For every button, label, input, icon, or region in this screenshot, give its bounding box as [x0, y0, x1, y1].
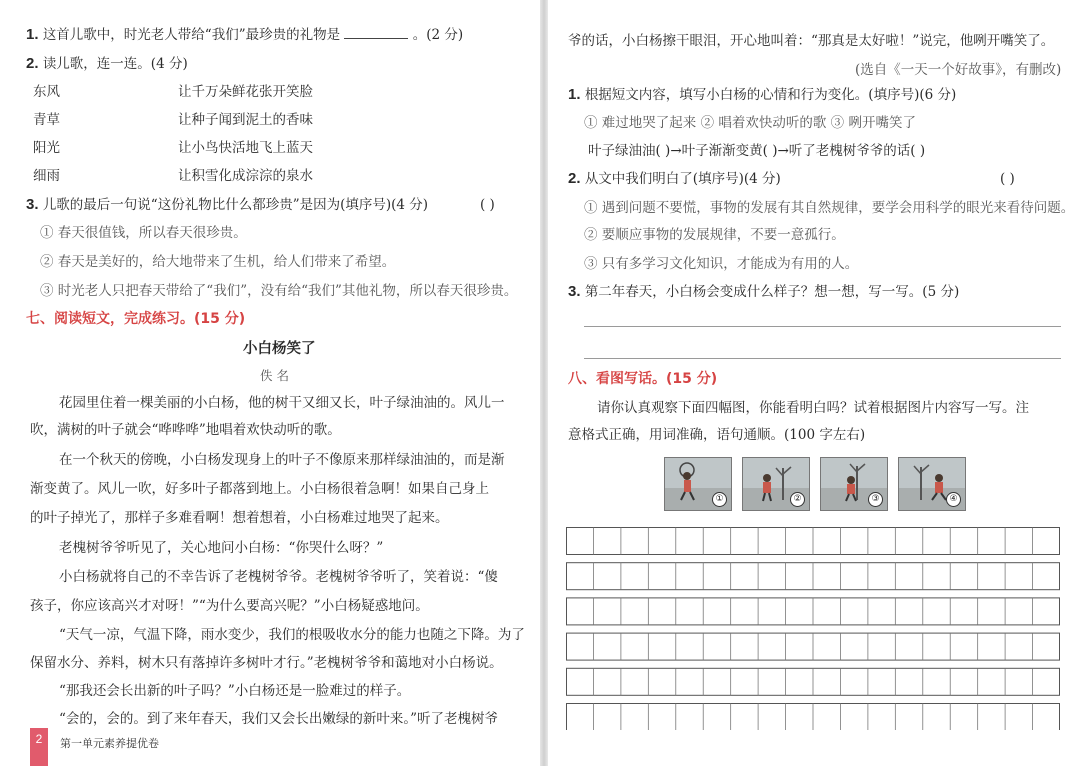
question-number: 2.	[568, 170, 581, 187]
question-number: 2.	[26, 55, 39, 72]
answer-paren[interactable]: ( )	[1000, 171, 1015, 187]
question-1	[568, 86, 956, 104]
option-item: ② 要顺应事物的发展规律，不要一意孤行。	[584, 227, 845, 243]
question-2	[568, 170, 781, 188]
match-right-item[interactable]: 让种子闻到泥土的香味	[178, 112, 313, 128]
story-author: 佚 名	[260, 368, 289, 383]
story-line: 小白杨就将自己的不幸告诉了老槐树爷爷。老槐树爷爷听了，笑着说：“傻	[59, 569, 498, 585]
question-3	[26, 196, 428, 214]
page-gutter	[540, 0, 548, 766]
section-heading: 八、看图写话。(15 分)	[568, 371, 718, 387]
writing-grid[interactable]	[566, 527, 1060, 730]
page-number: 2	[30, 728, 48, 766]
question-text: 根据短文内容，填写小白杨的心情和行为变化。(填序号)(6 分)	[584, 87, 957, 103]
question-1	[26, 26, 463, 44]
story-line: 渐变黄了。风儿一吹，好多叶子都落到地上。小白杨很着急啊！如果自己身上	[30, 481, 489, 497]
boy-by-tree-scene-icon	[742, 457, 810, 511]
question-3	[568, 283, 959, 301]
match-right-item[interactable]: 让积雪化成淙淙的泉水	[178, 168, 313, 184]
answer-blank[interactable]	[344, 26, 408, 39]
story-line: “会的，会的。到了来年春天，我们又会长出嫩绿的新叶来。”听了老槐树爷	[59, 711, 499, 727]
story-line: 吹，满树的叶子就会“哗哗哗”地唱着欢快动听的歌。	[30, 422, 341, 438]
answer-paren[interactable]: ( )	[480, 197, 495, 213]
question-text: 读儿歌，连一连。(4 分)	[42, 56, 188, 72]
section-heading: 七、阅读短文，完成练习。(15 分)	[26, 311, 246, 327]
story-line: 花园里住着一棵美丽的小白杨，他的树干又细又长，叶子绿油油的。风儿一	[59, 395, 505, 411]
match-left-item[interactable]: 细雨	[33, 168, 60, 184]
answer-line[interactable]	[584, 358, 1061, 359]
option-item: ② 春天是美好的，给大地带来了生机，给人们带来了希望。	[40, 254, 396, 270]
story-title: 小白杨笑了	[243, 341, 316, 357]
match-left-item[interactable]: 东风	[33, 84, 60, 100]
match-right-item[interactable]: 让千万朵鲜花张开笑脸	[178, 84, 313, 100]
boy-playing-near-tree-scene-icon	[820, 457, 888, 511]
boy-with-hoop-scene-icon	[664, 457, 732, 511]
story-line: 老槐树爷爷听见了，关心地问小白杨：“你哭什么呀？”	[59, 540, 384, 556]
option-item: ① 遇到问题不要慌，事物的发展有其自然规律，要学会用科学的眼光来看待问题。	[584, 200, 1075, 216]
instruction-line: 请你认真观察下面四幅图，你能看明白吗？试着根据图片内容写一写。注	[597, 400, 1029, 416]
question-number: 3.	[568, 283, 581, 300]
question-number: 3.	[26, 196, 39, 213]
match-right-item[interactable]: 让小鸟快活地飞上蓝天	[178, 140, 313, 156]
option-item: ③ 只有多学习文化知识，才能成为有用的人。	[584, 256, 859, 272]
story-line: “那我还会长出新的叶子吗？”小白杨还是一脸难过的样子。	[59, 683, 411, 699]
answer-chain[interactable]: 叶子绿油油( )→叶子渐渐变黄( )→听了老槐树爷爷的话( )	[588, 143, 926, 159]
question-number: 1.	[568, 86, 581, 103]
footer-title: 第一单元素养提优卷	[60, 737, 159, 750]
story-line: 在一个秋天的傍晚，小白杨发现身上的叶子不像原来那样绿油油的，而是渐	[59, 452, 505, 468]
boy-running-tree-scene-icon	[898, 457, 966, 511]
story-line: 孩子，你应该高兴才对呀！”“为什么要高兴呢？”小白杨疑惑地问。	[30, 598, 429, 614]
question-number: 1.	[26, 26, 39, 43]
option-item: ③ 时光老人只把春天带给了“我们”，没有给“我们”其他礼物，所以春天很珍贵。	[40, 283, 518, 299]
question-text: 从文中我们明白了(填序号)(4 分)	[584, 171, 781, 187]
picture-badge: ①	[712, 492, 727, 507]
question-text: 儿歌的最后一句说“这份礼物比什么都珍贵”是因为(填序号)(4 分)	[42, 197, 429, 213]
answer-line[interactable]	[584, 326, 1061, 327]
question-text: 这首儿歌中，时光老人带给“我们”最珍贵的礼物是	[42, 27, 341, 43]
picture-badge: ④	[946, 492, 961, 507]
score-text: 。(2 分)	[412, 27, 464, 43]
story-source: (选自《一天一个好故事》，有删改)	[855, 62, 1062, 78]
story-line: 保留水分、养料，树木只有落掉许多树叶才行。”老槐树爷爷和蔼地对小白杨说。	[30, 655, 503, 671]
story-line: 的叶子掉光了，那样子多难看啊！想着想着，小白杨难过地哭了起来。	[30, 510, 449, 526]
story-line: “天气一凉，气温下降，雨水变少，我们的根吸收水分的能力也随之下降。为了	[59, 627, 525, 643]
match-left-item[interactable]: 青草	[33, 112, 60, 128]
story-line: 爷的话，小白杨擦干眼泪，开心地叫着：“那真是太好啦！”说完，他咧开嘴笑了。	[568, 33, 1055, 49]
picture-badge: ③	[868, 492, 883, 507]
instruction-line: 意格式正确，用词准确，语句通顺。(100 字左右)	[568, 427, 866, 443]
question-text: 第二年春天，小白杨会变成什么样子？想一想，写一写。(5 分)	[584, 284, 960, 300]
option-item: ① 春天很值钱，所以春天很珍贵。	[40, 225, 247, 241]
match-left-item[interactable]: 阳光	[33, 140, 60, 156]
picture-badge: ②	[790, 492, 805, 507]
option-list: ① 难过地哭了起来 ② 唱着欢快动听的歌 ③ 咧开嘴笑了	[584, 115, 916, 131]
question-2	[26, 55, 188, 73]
